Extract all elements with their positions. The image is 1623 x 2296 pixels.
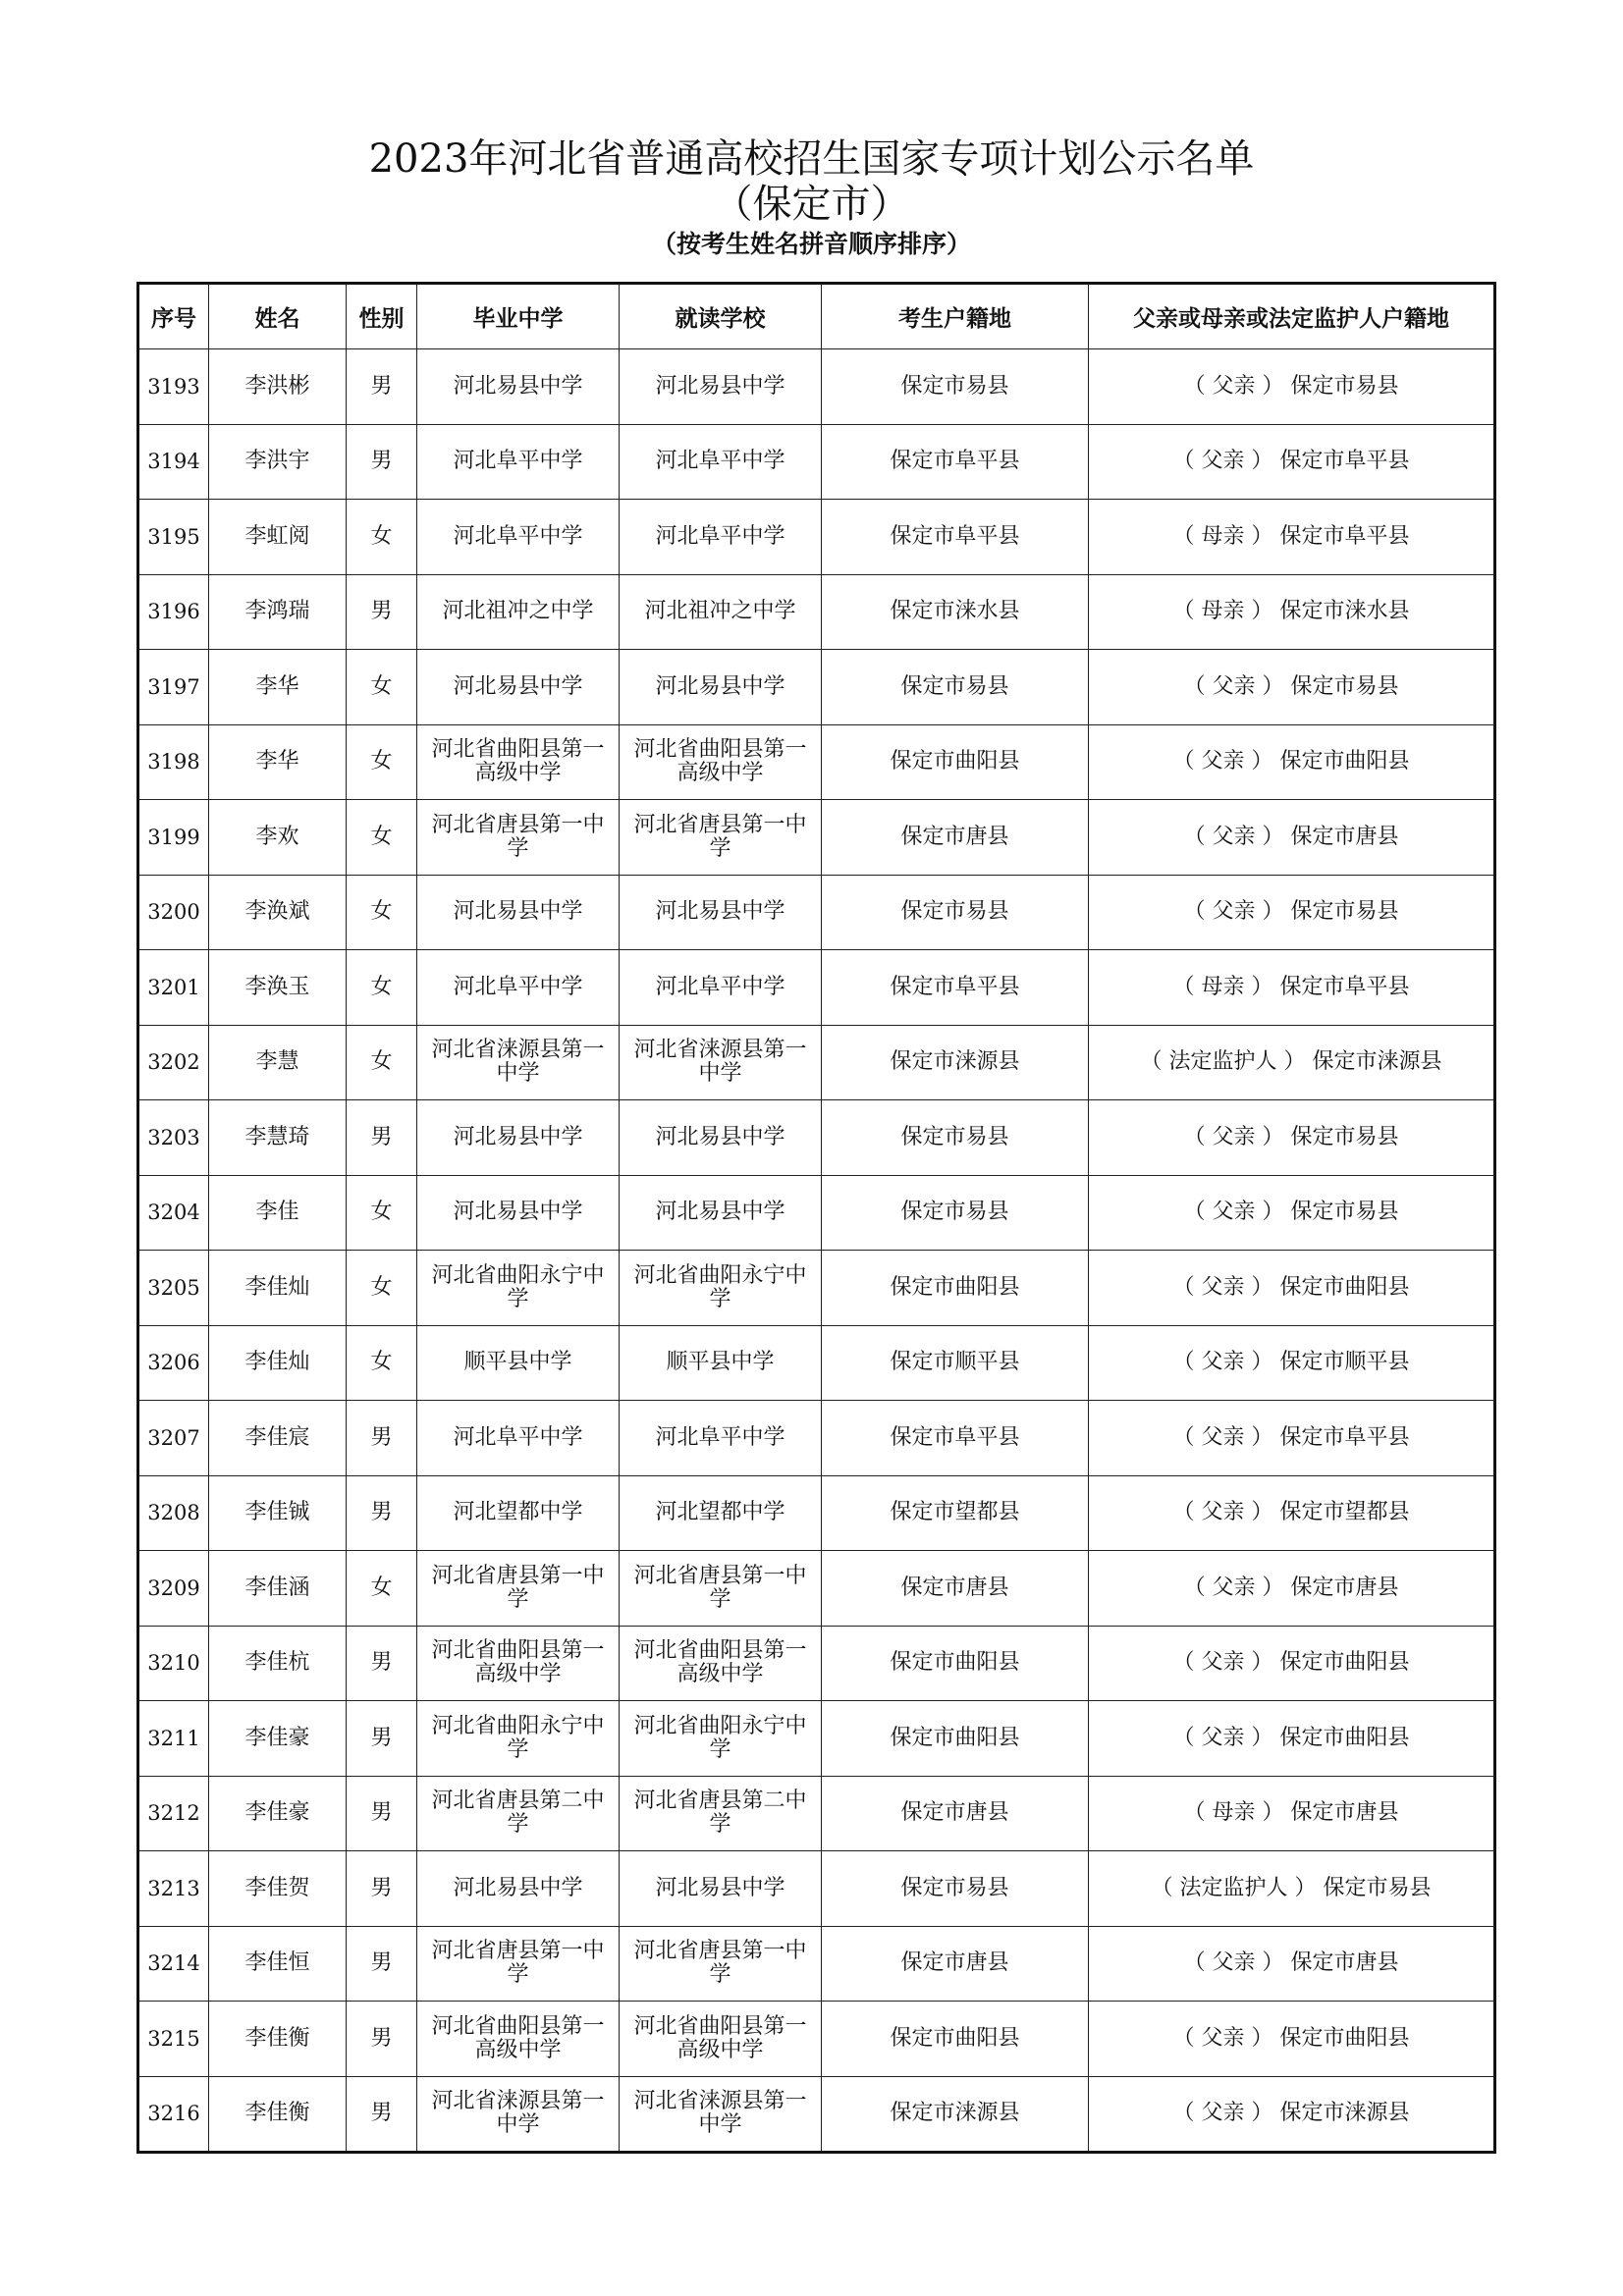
cell-guardian-domicile: （ 父亲 ） 保定市易县 bbox=[1089, 1100, 1495, 1176]
cell-seq: 3207 bbox=[138, 1401, 209, 1476]
cell-student-domicile: 保定市易县 bbox=[822, 1851, 1089, 1927]
cell-current-school: 河北祖冲之中学 bbox=[620, 574, 822, 650]
cell-student-domicile: 保定市曲阳县 bbox=[822, 2002, 1089, 2077]
cell-current-school: 河北省曲阳永宁中学 bbox=[620, 1251, 822, 1326]
cell-seq: 3215 bbox=[138, 2002, 209, 2077]
cell-graduated-school: 河北省涞源县第一中学 bbox=[417, 2076, 620, 2153]
cell-name: 李慧琦 bbox=[209, 1100, 347, 1176]
cell-seq: 3198 bbox=[138, 724, 209, 800]
cell-student-domicile: 保定市曲阳县 bbox=[822, 1626, 1089, 1701]
cell-seq: 3194 bbox=[138, 424, 209, 500]
cell-gender: 男 bbox=[347, 1100, 417, 1176]
header-guardian-domicile: 父亲或母亲或法定监护人户籍地 bbox=[1089, 284, 1495, 349]
cell-seq: 3202 bbox=[138, 1025, 209, 1100]
cell-current-school: 河北阜平中学 bbox=[620, 950, 822, 1026]
cell-student-domicile: 保定市望都县 bbox=[822, 1475, 1089, 1551]
cell-name: 李佳宸 bbox=[209, 1401, 347, 1476]
cell-seq: 3206 bbox=[138, 1325, 209, 1401]
cell-graduated-school: 河北省唐县第一中学 bbox=[417, 1551, 620, 1627]
cell-name: 李佳衡 bbox=[209, 2076, 347, 2153]
cell-seq: 3210 bbox=[138, 1626, 209, 1701]
cell-seq: 3204 bbox=[138, 1175, 209, 1251]
cell-gender: 男 bbox=[347, 1475, 417, 1551]
cell-seq: 3203 bbox=[138, 1100, 209, 1176]
table-row bbox=[138, 1551, 1495, 1627]
cell-gender: 女 bbox=[347, 500, 417, 575]
cell-current-school: 河北易县中学 bbox=[620, 349, 822, 425]
cell-guardian-domicile: （ 法定监护人 ） 保定市涞源县 bbox=[1089, 1025, 1495, 1100]
cell-guardian-domicile: （ 母亲 ） 保定市涞水县 bbox=[1089, 574, 1495, 650]
cell-name: 李涣斌 bbox=[209, 875, 347, 950]
cell-seq: 3200 bbox=[138, 875, 209, 950]
table-header-row bbox=[138, 284, 1495, 349]
roster-table bbox=[136, 282, 1496, 2154]
cell-seq: 3199 bbox=[138, 800, 209, 876]
header-student-domicile: 考生户籍地 bbox=[822, 284, 1089, 349]
cell-gender: 女 bbox=[347, 950, 417, 1026]
cell-student-domicile: 保定市易县 bbox=[822, 349, 1089, 425]
cell-current-school: 河北阜平中学 bbox=[620, 1401, 822, 1476]
cell-student-domicile: 保定市唐县 bbox=[822, 800, 1089, 876]
cell-graduated-school: 河北省唐县第一中学 bbox=[417, 1926, 620, 2002]
cell-student-domicile: 保定市易县 bbox=[822, 1100, 1089, 1176]
cell-gender: 女 bbox=[347, 1251, 417, 1326]
cell-student-domicile: 保定市阜平县 bbox=[822, 950, 1089, 1026]
cell-graduated-school: 河北阜平中学 bbox=[417, 1401, 620, 1476]
cell-current-school: 河北易县中学 bbox=[620, 650, 822, 725]
cell-name: 李华 bbox=[209, 650, 347, 725]
cell-guardian-domicile: （ 法定监护人 ） 保定市易县 bbox=[1089, 1851, 1495, 1927]
cell-name: 李佳灿 bbox=[209, 1325, 347, 1401]
sort-note: （按考生姓名拼音顺序排序） bbox=[651, 230, 971, 258]
cell-graduated-school: 河北易县中学 bbox=[417, 1100, 620, 1176]
cell-guardian-domicile: （ 父亲 ） 保定市涞源县 bbox=[1089, 2076, 1495, 2153]
cell-graduated-school: 河北省曲阳永宁中学 bbox=[417, 1251, 620, 1326]
cell-guardian-domicile: （ 父亲 ） 保定市唐县 bbox=[1089, 1926, 1495, 2002]
cell-graduated-school: 河北省唐县第二中学 bbox=[417, 1776, 620, 1851]
table-row bbox=[138, 1776, 1495, 1851]
header-graduated-school: 毕业中学 bbox=[417, 284, 620, 349]
cell-gender: 女 bbox=[347, 724, 417, 800]
cell-seq: 3197 bbox=[138, 650, 209, 725]
cell-student-domicile: 保定市阜平县 bbox=[822, 424, 1089, 500]
cell-student-domicile: 保定市易县 bbox=[822, 650, 1089, 725]
cell-name: 李佳杭 bbox=[209, 1626, 347, 1701]
table-row bbox=[138, 1851, 1495, 1927]
cell-graduated-school: 河北省涞源县第一中学 bbox=[417, 1025, 620, 1100]
table-row bbox=[138, 349, 1495, 425]
cell-name: 李涣玉 bbox=[209, 950, 347, 1026]
cell-guardian-domicile: （ 父亲 ） 保定市曲阳县 bbox=[1089, 1626, 1495, 1701]
cell-seq: 3193 bbox=[138, 349, 209, 425]
table-row bbox=[138, 424, 1495, 500]
cell-graduated-school: 河北省唐县第一中学 bbox=[417, 800, 620, 876]
table-row bbox=[138, 724, 1495, 800]
cell-graduated-school: 河北望都中学 bbox=[417, 1475, 620, 1551]
table-row bbox=[138, 800, 1495, 876]
cell-gender: 男 bbox=[347, 349, 417, 425]
cell-guardian-domicile: （ 母亲 ） 保定市阜平县 bbox=[1089, 950, 1495, 1026]
cell-gender: 男 bbox=[347, 1926, 417, 2002]
cell-current-school: 河北省涞源县第一中学 bbox=[620, 2076, 822, 2153]
table-row bbox=[138, 1100, 1495, 1176]
cell-name: 李华 bbox=[209, 724, 347, 800]
cell-student-domicile: 保定市唐县 bbox=[822, 1551, 1089, 1627]
cell-guardian-domicile: （ 父亲 ） 保定市曲阳县 bbox=[1089, 1251, 1495, 1326]
cell-gender: 女 bbox=[347, 1325, 417, 1401]
cell-guardian-domicile: （ 父亲 ） 保定市易县 bbox=[1089, 875, 1495, 950]
cell-guardian-domicile: （ 父亲 ） 保定市阜平县 bbox=[1089, 1401, 1495, 1476]
cell-name: 李慧 bbox=[209, 1025, 347, 1100]
cell-current-school: 顺平县中学 bbox=[620, 1325, 822, 1401]
cell-current-school: 河北易县中学 bbox=[620, 1851, 822, 1927]
cell-graduated-school: 河北易县中学 bbox=[417, 650, 620, 725]
cell-seq: 3196 bbox=[138, 574, 209, 650]
cell-seq: 3211 bbox=[138, 1701, 209, 1777]
cell-graduated-school: 河北易县中学 bbox=[417, 875, 620, 950]
cell-guardian-domicile: （ 父亲 ） 保定市曲阳县 bbox=[1089, 2002, 1495, 2077]
cell-current-school: 河北省涞源县第一中学 bbox=[620, 1025, 822, 1100]
table-row bbox=[138, 2002, 1495, 2077]
table-row bbox=[138, 1926, 1495, 2002]
cell-guardian-domicile: （ 母亲 ） 保定市阜平县 bbox=[1089, 500, 1495, 575]
cell-student-domicile: 保定市曲阳县 bbox=[822, 1251, 1089, 1326]
cell-current-school: 河北省曲阳县第一高级中学 bbox=[620, 2002, 822, 2077]
page-subtitle-city: （保定市） bbox=[713, 182, 910, 227]
cell-guardian-domicile: （ 父亲 ） 保定市曲阳县 bbox=[1089, 1701, 1495, 1777]
cell-graduated-school: 河北祖冲之中学 bbox=[417, 574, 620, 650]
header-seq: 序号 bbox=[138, 284, 209, 349]
cell-gender: 男 bbox=[347, 2076, 417, 2153]
cell-guardian-domicile: （ 父亲 ） 保定市顺平县 bbox=[1089, 1325, 1495, 1401]
cell-gender: 男 bbox=[347, 1851, 417, 1927]
cell-graduated-school: 顺平县中学 bbox=[417, 1325, 620, 1401]
table-row bbox=[138, 1401, 1495, 1476]
cell-student-domicile: 保定市阜平县 bbox=[822, 1401, 1089, 1476]
cell-current-school: 河北省唐县第一中学 bbox=[620, 1551, 822, 1627]
cell-current-school: 河北省曲阳县第一高级中学 bbox=[620, 724, 822, 800]
table-row bbox=[138, 1025, 1495, 1100]
cell-graduated-school: 河北阜平中学 bbox=[417, 950, 620, 1026]
cell-guardian-domicile: （ 父亲 ） 保定市曲阳县 bbox=[1089, 724, 1495, 800]
cell-graduated-school: 河北易县中学 bbox=[417, 1175, 620, 1251]
cell-guardian-domicile: （ 父亲 ） 保定市阜平县 bbox=[1089, 424, 1495, 500]
cell-gender: 男 bbox=[347, 1776, 417, 1851]
cell-gender: 男 bbox=[347, 2002, 417, 2077]
cell-gender: 男 bbox=[347, 1701, 417, 1777]
cell-current-school: 河北阜平中学 bbox=[620, 500, 822, 575]
cell-guardian-domicile: （ 父亲 ） 保定市唐县 bbox=[1089, 1551, 1495, 1627]
cell-seq: 3205 bbox=[138, 1251, 209, 1326]
cell-seq: 3201 bbox=[138, 950, 209, 1026]
cell-student-domicile: 保定市涞源县 bbox=[822, 1025, 1089, 1100]
header-name: 姓名 bbox=[209, 284, 347, 349]
cell-seq: 3208 bbox=[138, 1475, 209, 1551]
table-row bbox=[138, 2076, 1495, 2153]
cell-guardian-domicile: （ 母亲 ） 保定市唐县 bbox=[1089, 1776, 1495, 1851]
cell-name: 李欢 bbox=[209, 800, 347, 876]
cell-gender: 男 bbox=[347, 574, 417, 650]
cell-gender: 女 bbox=[347, 1175, 417, 1251]
cell-student-domicile: 保定市唐县 bbox=[822, 1926, 1089, 2002]
header-gender: 性别 bbox=[347, 284, 417, 349]
cell-graduated-school: 河北阜平中学 bbox=[417, 424, 620, 500]
cell-name: 李佳涵 bbox=[209, 1551, 347, 1627]
cell-graduated-school: 河北省曲阳县第一高级中学 bbox=[417, 724, 620, 800]
table-row bbox=[138, 1701, 1495, 1777]
cell-name: 李佳恒 bbox=[209, 1926, 347, 2002]
table-row bbox=[138, 500, 1495, 575]
table-row bbox=[138, 1175, 1495, 1251]
cell-name: 李佳衡 bbox=[209, 2002, 347, 2077]
header-current-school: 就读学校 bbox=[620, 284, 822, 349]
cell-name: 李佳豪 bbox=[209, 1701, 347, 1777]
cell-graduated-school: 河北阜平中学 bbox=[417, 500, 620, 575]
cell-gender: 男 bbox=[347, 1626, 417, 1701]
cell-guardian-domicile: （ 父亲 ） 保定市望都县 bbox=[1089, 1475, 1495, 1551]
cell-gender: 女 bbox=[347, 875, 417, 950]
cell-gender: 女 bbox=[347, 650, 417, 725]
cell-graduated-school: 河北易县中学 bbox=[417, 1851, 620, 1927]
table-row bbox=[138, 574, 1495, 650]
cell-current-school: 河北省唐县第一中学 bbox=[620, 1926, 822, 2002]
cell-student-domicile: 保定市易县 bbox=[822, 875, 1089, 950]
cell-current-school: 河北望都中学 bbox=[620, 1475, 822, 1551]
cell-student-domicile: 保定市顺平县 bbox=[822, 1325, 1089, 1401]
cell-name: 李鸿瑞 bbox=[209, 574, 347, 650]
cell-name: 李洪彬 bbox=[209, 349, 347, 425]
cell-current-school: 河北阜平中学 bbox=[620, 424, 822, 500]
cell-graduated-school: 河北易县中学 bbox=[417, 349, 620, 425]
cell-gender: 男 bbox=[347, 1401, 417, 1476]
cell-student-domicile: 保定市易县 bbox=[822, 1175, 1089, 1251]
cell-name: 李佳豪 bbox=[209, 1776, 347, 1851]
cell-gender: 女 bbox=[347, 800, 417, 876]
cell-guardian-domicile: （ 父亲 ） 保定市易县 bbox=[1089, 349, 1495, 425]
page-title: 2023年河北省普通高校招生国家专项计划公示名单 bbox=[368, 136, 1255, 182]
table-row bbox=[138, 1626, 1495, 1701]
cell-name: 李洪宇 bbox=[209, 424, 347, 500]
cell-seq: 3195 bbox=[138, 500, 209, 575]
cell-student-domicile: 保定市曲阳县 bbox=[822, 724, 1089, 800]
table-row bbox=[138, 875, 1495, 950]
cell-student-domicile: 保定市曲阳县 bbox=[822, 1701, 1089, 1777]
cell-graduated-school: 河北省曲阳县第一高级中学 bbox=[417, 1626, 620, 1701]
table-row bbox=[138, 1325, 1495, 1401]
cell-student-domicile: 保定市涞源县 bbox=[822, 2076, 1089, 2153]
cell-student-domicile: 保定市阜平县 bbox=[822, 500, 1089, 575]
cell-name: 李佳贺 bbox=[209, 1851, 347, 1927]
cell-graduated-school: 河北省曲阳县第一高级中学 bbox=[417, 2002, 620, 2077]
cell-seq: 3216 bbox=[138, 2076, 209, 2153]
cell-current-school: 河北省曲阳县第一高级中学 bbox=[620, 1626, 822, 1701]
cell-gender: 女 bbox=[347, 1551, 417, 1627]
table-row bbox=[138, 1475, 1495, 1551]
cell-name: 李佳铖 bbox=[209, 1475, 347, 1551]
cell-current-school: 河北易县中学 bbox=[620, 875, 822, 950]
cell-name: 李佳灿 bbox=[209, 1251, 347, 1326]
table-row bbox=[138, 650, 1495, 725]
cell-name: 李佳 bbox=[209, 1175, 347, 1251]
cell-seq: 3214 bbox=[138, 1926, 209, 2002]
table-row bbox=[138, 950, 1495, 1026]
cell-current-school: 河北易县中学 bbox=[620, 1175, 822, 1251]
cell-current-school: 河北易县中学 bbox=[620, 1100, 822, 1176]
table-row bbox=[138, 1251, 1495, 1326]
cell-current-school: 河北省唐县第一中学 bbox=[620, 800, 822, 876]
cell-guardian-domicile: （ 父亲 ） 保定市易县 bbox=[1089, 1175, 1495, 1251]
cell-seq: 3213 bbox=[138, 1851, 209, 1927]
cell-gender: 女 bbox=[347, 1025, 417, 1100]
cell-guardian-domicile: （ 父亲 ） 保定市易县 bbox=[1089, 650, 1495, 725]
cell-seq: 3209 bbox=[138, 1551, 209, 1627]
cell-current-school: 河北省曲阳永宁中学 bbox=[620, 1701, 822, 1777]
cell-graduated-school: 河北省曲阳永宁中学 bbox=[417, 1701, 620, 1777]
cell-student-domicile: 保定市涞水县 bbox=[822, 574, 1089, 650]
cell-current-school: 河北省唐县第二中学 bbox=[620, 1776, 822, 1851]
cell-seq: 3212 bbox=[138, 1776, 209, 1851]
cell-name: 李虹阅 bbox=[209, 500, 347, 575]
cell-guardian-domicile: （ 父亲 ） 保定市唐县 bbox=[1089, 800, 1495, 876]
cell-student-domicile: 保定市唐县 bbox=[822, 1776, 1089, 1851]
cell-gender: 男 bbox=[347, 424, 417, 500]
